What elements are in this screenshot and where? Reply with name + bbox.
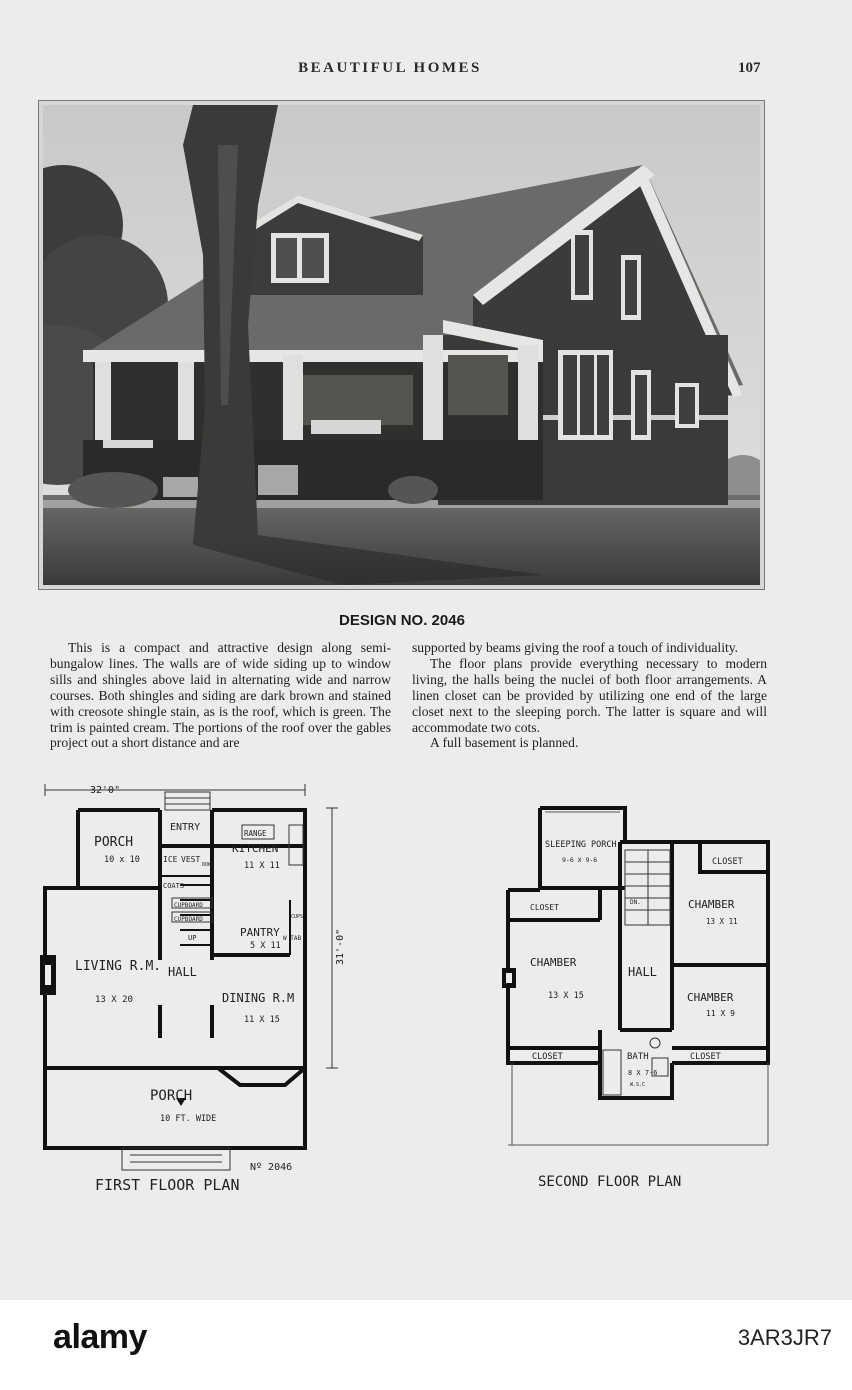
chamber-size: 11 X 9 <box>706 1009 735 1018</box>
chamber-label: CHAMBER <box>688 898 735 911</box>
pantry-size: 5 X 11 <box>250 941 281 951</box>
article-column-left <box>50 640 391 751</box>
kitchen-label: KITCHEN <box>232 842 279 855</box>
chamber-label: CHAMBER <box>687 991 734 1004</box>
living-room-label: LIVING R.M. <box>75 959 162 974</box>
cupboard-label: CUPBOARD <box>174 916 203 923</box>
dining-room-size: 11 X 15 <box>244 1015 280 1025</box>
shrub <box>68 472 158 508</box>
depth-dimension: 31'-0" <box>335 928 346 965</box>
first-floor-plan <box>40 784 346 1194</box>
plan-number: Nº 2046 <box>250 1162 293 1173</box>
porch-top-label: PORCH <box>94 835 134 850</box>
first-floor-caption: FIRST FLOOR PLAN <box>95 1176 240 1194</box>
ice-label: ICE <box>163 855 178 864</box>
article-paragraph: A full basement is planned. <box>430 735 579 751</box>
house-photograph <box>38 100 765 590</box>
second-floor-plan <box>502 808 768 1190</box>
bath-size: 8 X 7-6 <box>628 1069 658 1077</box>
porch-bottom-size: 10 FT. WIDE <box>160 1114 217 1124</box>
closet-label: CLOSET <box>690 1052 721 1062</box>
closet-label: CLOSET <box>532 1052 563 1062</box>
down-label: DN. <box>630 899 641 906</box>
pantry-label: PANTRY <box>240 926 280 939</box>
closet-label: CLOSET <box>530 903 559 912</box>
coats-label: COATS <box>163 882 185 890</box>
chamber-size: 13 X 15 <box>548 991 584 1001</box>
design-title: DESIGN NO. 2046 <box>339 612 465 629</box>
house-photo-illustration <box>43 105 760 585</box>
chamber-label: CHAMBER <box>530 956 577 969</box>
article-column-right <box>412 640 767 751</box>
vest-label: VEST <box>181 855 201 864</box>
image-id: 3AR3JR7 <box>737 1325 832 1350</box>
entry-label: ENTRY <box>170 822 201 833</box>
shrub <box>388 476 438 504</box>
sleeping-porch-size: 9-6 X 9-6 <box>562 856 598 864</box>
running-header: BEAUTIFUL HOMES <box>298 60 482 76</box>
article-paragraph: The floor plans provide everything necessary to modern living, the halls being the nuclei of both floor arrangements. A linen closet can be provided by utilizing one end of the large closet next to the sleeping porch. The latter is square and will accommodate two cots. <box>412 655 767 735</box>
page-number: 107 <box>738 60 761 76</box>
article-paragraph: supported by beams giving the roof a touch of individuality. <box>412 640 739 655</box>
bath-label: BATH <box>627 1052 649 1062</box>
closet-label: CLOSET <box>712 857 743 867</box>
chamber-size: 13 X 11 <box>706 917 738 926</box>
width-dimension: 32'0" <box>90 785 121 796</box>
up-label: UP <box>188 934 197 942</box>
porch-top-size: 10 x 10 <box>104 855 140 865</box>
cupboard-label: CUPBOARD <box>174 902 203 909</box>
stock-footer <box>0 1300 852 1390</box>
hall-label: HALL <box>168 965 197 979</box>
dining-room-label: DINING R.M <box>222 991 295 1005</box>
second-floor-caption: SECOND FLOOR PLAN <box>538 1174 682 1190</box>
cups-label: CUPS <box>291 914 304 920</box>
down-label: DOWN <box>202 862 215 868</box>
porch-bottom-label: PORCH <box>150 1088 193 1104</box>
sleeping-porch-label: SLEEPING PORCH <box>545 840 617 850</box>
floor-plans <box>0 780 852 1200</box>
kitchen-size: 11 X 11 <box>244 861 280 871</box>
hall-label: HALL <box>628 965 657 979</box>
alamy-logo: alamy <box>53 1318 147 1356</box>
w-tab-label: W TAB <box>283 935 302 942</box>
living-room-size: 13 X 20 <box>95 995 133 1005</box>
wsc-label: W.S.C <box>630 1082 646 1088</box>
article-paragraph: This is a compact and attractive design along semi-bungalow lines. The walls are of wide siding up to window sills and shingles above laid in alternating wide and narrow courses. Both shingles and siding are dark brown and stained with creosote shingle stain, as is the roof, which is green. The trim is painted cream. The portions of the roof over the gables project out a short distance and are <box>50 640 391 751</box>
range-label: RANGE <box>244 829 267 838</box>
